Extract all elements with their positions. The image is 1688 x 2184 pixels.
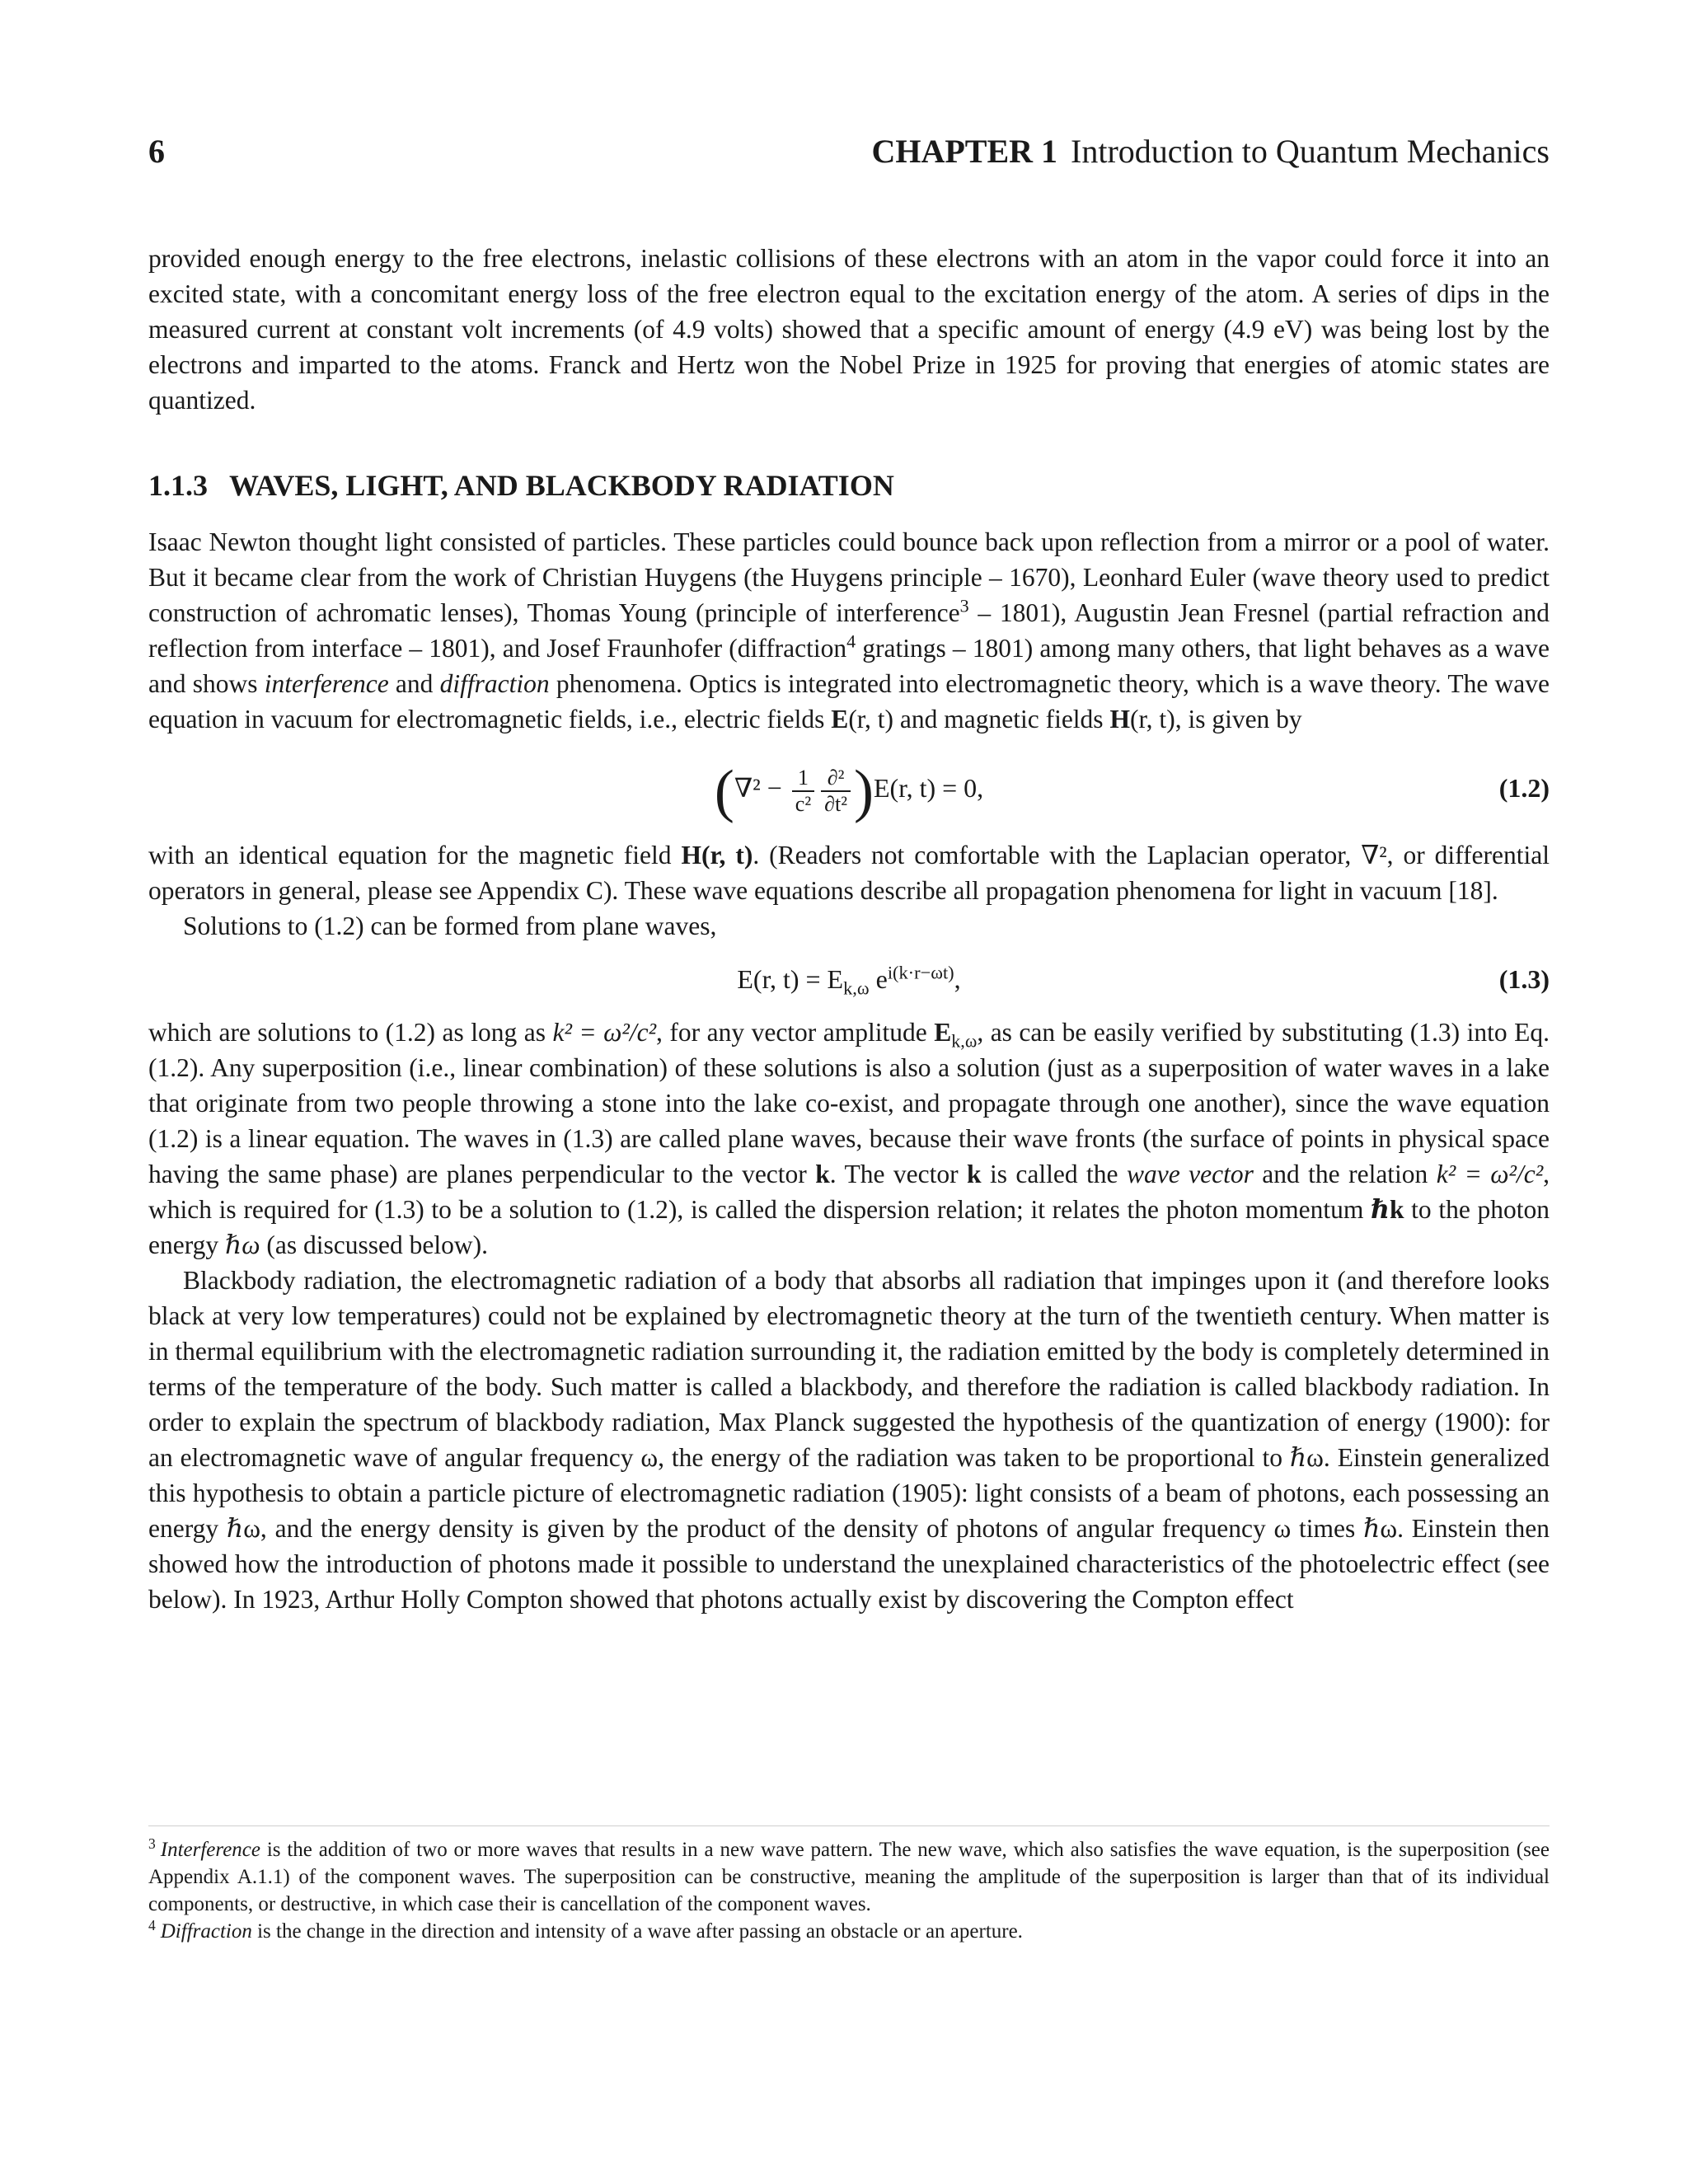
footnote-text: is the addition of two or more waves that results in a new wave pattern. The new wave, which also satisfies the wave equation, is the superposition (see Appendix A.1.1) of the component waves. The superposition can be constructive, meaning the amplitude of the superposition is larger than that of its individual components, or destructive, in which case their is cancellation of the component waves.: [148, 1839, 1550, 1915]
text-run: – 1801), Augustin Jean Fresnel (partial refraction and reflection from interface – 1801), and Josef Fraunhofer (diffraction: [148, 598, 1550, 663]
paragraph-light-history: [148, 524, 1550, 737]
exponent: i(k·r−ωt): [887, 962, 954, 983]
footnote-ref-4[interactable]: 4: [846, 630, 856, 652]
intro-paragraph: provided enough energy to the free electrons, inelastic collisions of these electrons with an atom in the vapor could force it into an excited state, with a concomitant energy loss of the free electron equal to the excitation energy of the atom. A series of dips in the measured current at constant volt increments (of 4.9 volts) showed that a specific amount of energy (4.9 eV) was being lost by the electrons and imparted to the atoms. Franck and Hertz won the Nobel Prize in 1925 for proving that energies of atomic states are quantized.: [148, 244, 1550, 415]
text-run: , which is required for (1.3) to be a solution to (1.2), is called the dispersion relation; it relates the photon momentum: [148, 1160, 1550, 1224]
fraction-one-over-c2: [792, 766, 814, 817]
equation-number: (1.3): [1498, 964, 1550, 994]
text-run: and the relation: [1253, 1160, 1437, 1188]
section-title: WAVES, LIGHT, AND BLACKBODY RADIATION: [229, 469, 894, 502]
text-run: (r, t): [848, 705, 894, 733]
chapter-title: Introduction to Quantum Mechanics: [1071, 133, 1550, 170]
paragraph-solutions: Solutions to (1.2) can be formed from plane waves,: [183, 912, 717, 940]
footnote-ref-3[interactable]: 3: [959, 595, 969, 616]
main-text-block: [148, 524, 1550, 1617]
intro-paragraph-block: [148, 241, 1550, 418]
text-run: , for any vector amplitude: [656, 1018, 935, 1047]
footnote-mark: 4: [148, 1916, 156, 1933]
emphasis-wave-vector: wave vector: [1126, 1160, 1254, 1188]
fraction-numerator: 1: [792, 766, 814, 792]
dispersion-relation: k² = ω²/c²: [552, 1018, 657, 1047]
paragraph-blackbody: Blackbody radiation, the electromagnetic radiation of a body that absorbs all radiation that impinges upon it (and therefore looks black at very low temperatures) could not be explained by electromagnetic theory at the turn of the twentieth century. When matter is in thermal equilibrium with the electromagnetic radiation surrounding it, the radiation emitted by the body is completely determined in terms of the temperature of the body. Such matter is called a blackbody, and therefore the radiation is called blackbody radiation. In order to explain the spectrum of blackbody radiation, Max Planck suggested the hypothesis of the quantization of energy (1900): for an electromagnetic wave of angular frequency ω, the energy of the radiation was taken to be proportional to ℏω. Einstein generalized this hypothesis to obtain a particle picture of electromagnetic radiation (1905): light consists of a beam of photons, each possessing an energy ℏω, and the energy density is given by the product of the density of photons of angular frequency ω times ℏω. Einstein then showed how the introduction of photons made it possible to understand the unexplained characteristics of the photoelectric effect (see below). In 1923, Arthur Holly Compton showed that photons actually exist by discovering the Compton effect: [148, 1266, 1550, 1614]
exponential-base: e: [869, 964, 888, 994]
section-number: 1.1.3: [148, 469, 208, 502]
dispersion-relation: k² = ω²/c²: [1436, 1160, 1544, 1188]
text-run: is called the: [981, 1160, 1127, 1188]
text-run: , is given by: [1175, 705, 1302, 733]
text-run: (r, t): [1129, 705, 1175, 733]
chapter-heading: [871, 132, 1550, 171]
footnote-4: [148, 1918, 1550, 1945]
text-run: , as can be easily verified by substituting (1.3) into Eq. (1.2). Any superposition (i.e., linear combination) of these solutions is also a solution (just as a superposition of water waves in a lake that originate from two people throwing a stone into the lake co-exist, and propagate through one another), since the wave equation (1.2) is a linear equation. The waves in (1.3) are called plane waves, because their wave fronts (the surface of points in physical space having the same phase) are planes perpendicular to the vector: [148, 1018, 1550, 1188]
photon-momentum: ℏk: [1371, 1195, 1404, 1224]
equation-rhs: E(r, t) = 0,: [874, 773, 984, 803]
symbol-amplitude: E: [934, 1018, 952, 1047]
equation-lhs: E(r, t) = E: [737, 964, 844, 994]
footnotes-block: [148, 1836, 1550, 1945]
fraction-denominator: ∂t²: [824, 791, 848, 816]
equation-tail: ,: [954, 964, 961, 994]
fraction-second-derivative: [821, 766, 851, 817]
text-run: (as discussed below).: [260, 1230, 488, 1259]
symbol-H-field: H(r, t): [681, 841, 753, 869]
amplitude-subscript: k,ω: [951, 1030, 978, 1052]
text-run: which are solutions to (1.2) as long as: [148, 1018, 553, 1047]
footnote-text: is the change in the direction and intensity of a wave after passing an obstacle or an aperture.: [251, 1920, 1023, 1943]
text-run: to the photon energy: [148, 1195, 1550, 1259]
running-head: [148, 132, 1550, 181]
equation-1-3: [148, 944, 1550, 1015]
footnote-divider: [148, 1825, 1550, 1826]
text-run: phenomena. Optics is integrated into electromagnetic theory, which is a wave theory. The wave equation in vacuum for electromagnetic fields, i.e., electric fields: [148, 669, 1550, 733]
emphasis-diffraction: diffraction: [439, 669, 550, 698]
text-run: with an identical equation for the magnetic field: [148, 841, 682, 869]
emphasis-interference: interference: [264, 669, 389, 698]
symbol-E: E: [831, 705, 849, 733]
equation-number: (1.2): [1498, 773, 1550, 803]
text-run: and magnetic fields: [893, 705, 1110, 733]
paragraph-laplacian-note: [148, 837, 1550, 908]
symbol-k: k: [967, 1160, 982, 1188]
text-run: and: [388, 669, 440, 698]
text-run: . (Readers not comfortable with the Laplacian operator, ∇², or differential operators in general, please see Appendix C). These wave equations describe all propagation phenomena for light in vacuum [18].: [148, 841, 1550, 905]
text-run: Isaac Newton thought light consisted of particles. These particles could bounce back upon reflection from a mirror or a pool of water. But it became clear from the work of Christian Huygens (the Huygens principle – 1670), Leonhard Euler (wave theory used to predict construction of achromatic lenses), Thomas Young (principle of interference: [148, 527, 1550, 627]
symbol-k: k: [815, 1160, 830, 1188]
left-paren: (: [714, 757, 734, 824]
laplacian: ∇²: [734, 773, 761, 803]
right-paren: ): [854, 757, 874, 824]
paragraph-plane-waves: [148, 1015, 1550, 1263]
text-run: . The vector: [829, 1160, 968, 1188]
fraction-denominator: c²: [795, 791, 812, 816]
text-run: gratings – 1801) among many others, that light behaves as a wave and shows: [148, 634, 1550, 698]
page-number: 6: [148, 133, 165, 170]
section-heading: [148, 468, 894, 503]
equation-1-2: [148, 742, 1550, 834]
equation-subscript: k,ω: [843, 977, 870, 999]
footnote-mark: 3: [148, 1835, 156, 1852]
minus-sign: −: [767, 773, 782, 803]
fraction-numerator: ∂²: [821, 766, 851, 792]
symbol-H: H: [1109, 705, 1130, 733]
photon-energy: ℏω: [225, 1230, 260, 1259]
footnote-term: Diffraction: [160, 1920, 252, 1943]
chapter-label: CHAPTER 1: [871, 133, 1058, 170]
footnote-term: Interference: [160, 1839, 260, 1861]
footnote-3: [148, 1836, 1550, 1918]
